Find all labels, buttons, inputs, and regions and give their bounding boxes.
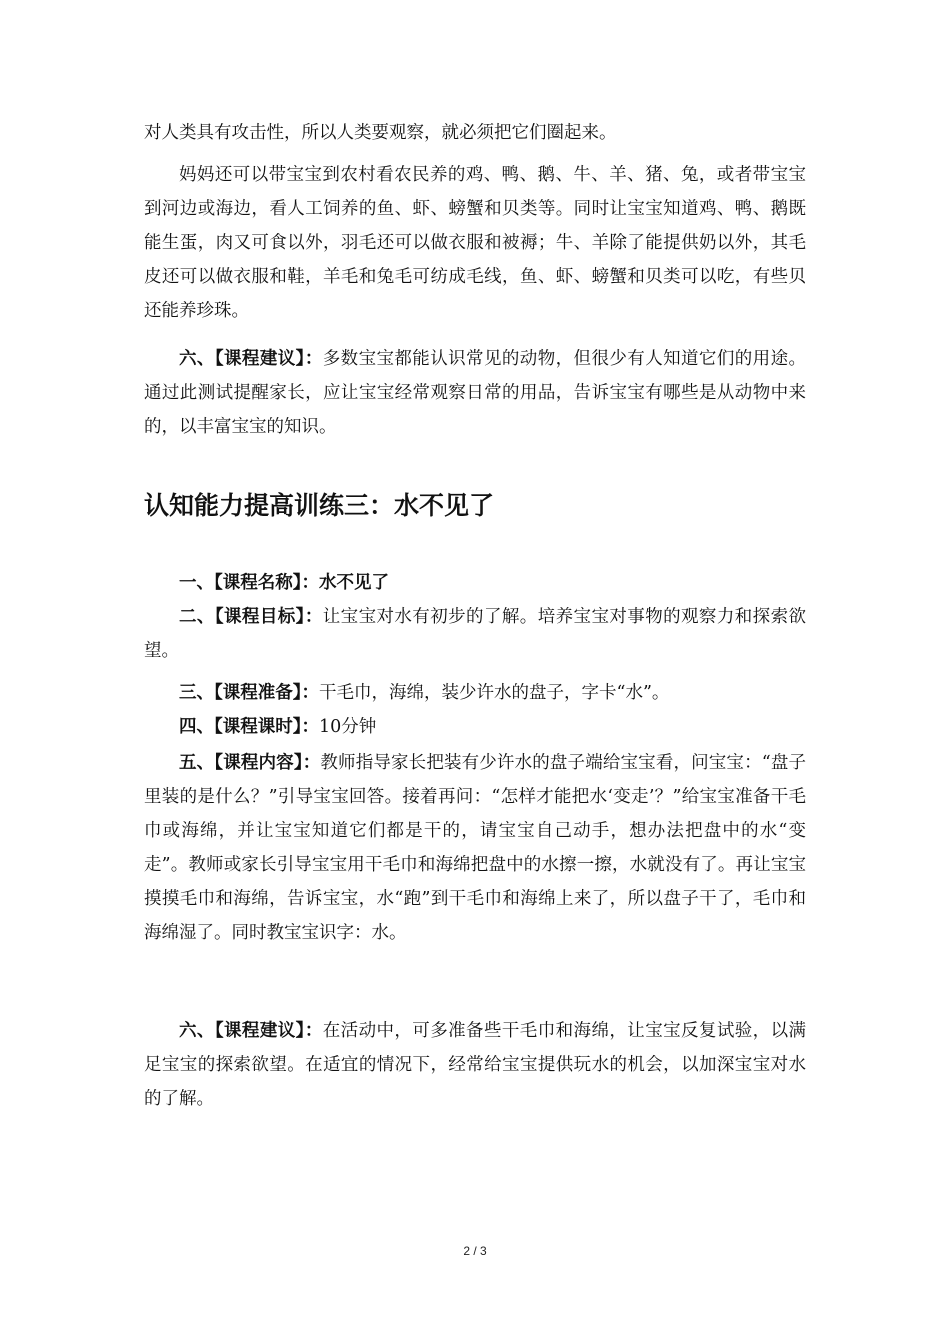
course-prep-text: 干毛巾，海绵，装少许水的盘子，字卡“水”。 — [319, 683, 670, 703]
page-number: 2 / 3 — [463, 1244, 487, 1258]
course-goal-label: 二、【课程目标】： — [179, 607, 323, 627]
course-content-text: 教师指导家长把装有少许水的盘子端给宝宝看，问宝宝：“盘子里装的是什么？”引导宝宝回答。接着再问：“怎样才能把水‘变走’？”给宝宝准备干毛巾或海绵，并让宝宝知道它们都是干的，请宝宝自己动手，想办法把盘中的水“变走”。教师或家长引导宝宝用干毛巾和海绵把盘中的水擦一擦，水就没有了。再让宝宝摸摸毛巾和海绵，告诉宝宝，水“跑”到干毛巾和海绵上来了，所以盘子干了，毛巾和海绵湿了。同时教宝宝识字：水。 — [144, 753, 806, 943]
course-name-value: 水不见了 — [319, 573, 389, 593]
course-prep — [144, 676, 806, 710]
course-duration-label: 四、【课程课时】： — [179, 717, 319, 737]
course-content-label: 五、【课程内容】： — [179, 753, 321, 773]
course-goal-text: 让宝宝对水有初步的了解。培养宝宝对事物的观察力和探索欲望。 — [144, 607, 807, 661]
section-label: 六、【课程建议】： — [179, 349, 323, 369]
course-name-label: 一、【课程名称】： — [179, 573, 319, 593]
course-duration-text: 10分钟 — [319, 717, 377, 737]
course-duration — [144, 710, 806, 744]
section-text: 多数宝宝都能认识常见的动物，但很少有人知道它们的用途。通过此测试提醒家长，应让宝宝经常观察日常的用品，告诉宝宝有哪些是从动物中来的，以丰富宝宝的知识。 — [144, 349, 807, 437]
paragraph-intro-end: 对人类具有攻击性，所以人类要观察，就必须把它们圈起来。 — [144, 123, 617, 143]
course-suggestion-text: 在活动中，可多准备些干毛巾和海绵，让宝宝反复试验，以满足宝宝的探索欲望。在适宜的情况下，经常给宝宝提供玩水的机会，以加深宝宝对水的了解。 — [144, 1021, 807, 1109]
course-goal — [144, 600, 806, 668]
course-content — [144, 746, 806, 950]
paragraph-suggestion-1 — [144, 342, 806, 444]
course-suggestion — [144, 1014, 806, 1116]
section-heading: 认知能力提高训练三：水不见了 — [144, 491, 495, 520]
paragraph-farm-animals: 妈妈还可以带宝宝到农村看农民养的鸡、鸭、鹅、牛、羊、猪、兔，或者带宝宝到河边或海边，看人工饲养的鱼、虾、螃蟹和贝类等。同时让宝宝知道鸡、鸭、鹅既能生蛋，肉又可食以外，羽毛还可以做衣服和被褥；牛、羊除了能提供奶以外，其毛皮还可以做衣服和鞋，羊毛和兔毛可纺成毛线，鱼、虾、螃蟹和贝类可以吃，有些贝还能养珍珠。 — [144, 165, 806, 321]
course-suggestion-label: 六、【课程建议】： — [179, 1021, 323, 1041]
course-prep-label: 三、【课程准备】： — [179, 683, 319, 703]
course-name — [144, 566, 806, 600]
